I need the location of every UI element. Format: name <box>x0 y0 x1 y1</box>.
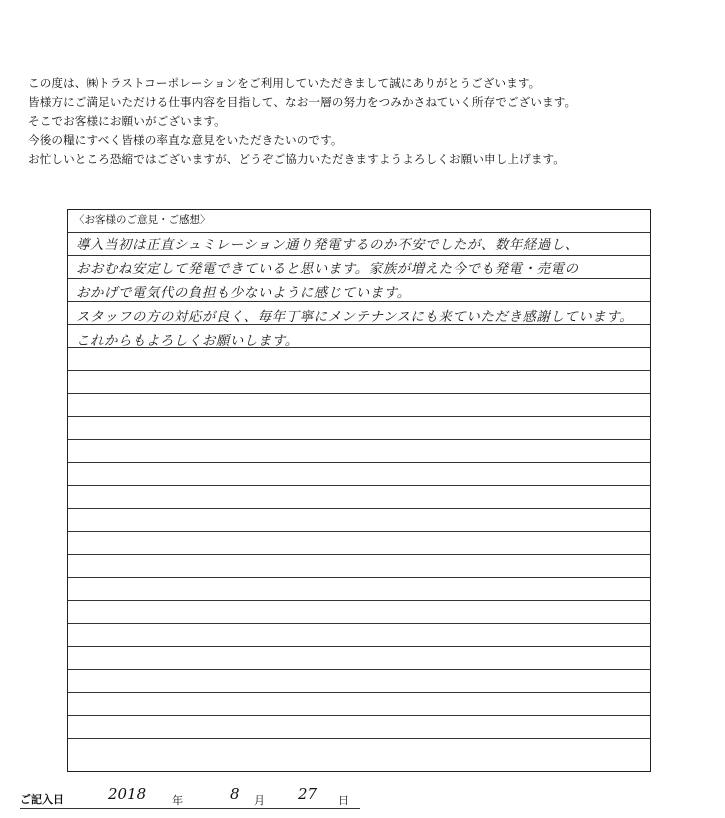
ruled-line <box>68 370 650 371</box>
entry-date-day-unit: 日 <box>338 794 349 807</box>
entry-date-month: 8 <box>230 785 240 803</box>
handwritten-comment-line-1: 導入当初は正直シュミレーション通り発電するのか不安でしたが、数年経過し、 <box>76 238 579 253</box>
handwritten-comment-line-2: おおむね安定して発電できていると思います。家族が増えた今でも発電・売電の <box>76 262 579 277</box>
ruled-line <box>68 554 650 555</box>
handwritten-comment-line-4: スタッフの方の対応が良く、毎年丁寧にメンテナンスにも来ていただき感謝しています。 <box>76 310 634 325</box>
intro-line-4: 今後の糧にすべく皆様の率直な意見をいただきたいのです。 <box>28 133 343 147</box>
entry-date-row <box>20 785 360 809</box>
ruled-line <box>68 439 650 440</box>
entry-date-year: 2018 <box>108 785 147 803</box>
handwritten-comment-line-5: これからもよろしくお願いします。 <box>76 334 299 349</box>
ruled-line <box>68 715 650 716</box>
entry-date-month-unit: 月 <box>254 794 265 807</box>
ruled-line <box>68 508 650 509</box>
ruled-line <box>68 600 650 601</box>
intro-paragraph <box>28 74 708 169</box>
ruled-line <box>68 393 650 394</box>
intro-line-1: この度は、㈱トラストコーポレーションをご利用していただきまして誠にありがとうございます。 <box>28 76 541 90</box>
entry-date-year-unit: 年 <box>172 794 183 807</box>
ruled-line <box>68 531 650 532</box>
ruled-line <box>68 669 650 670</box>
feedback-box-label: 〈お客様のご意見・ご感想〉 <box>74 214 211 226</box>
ruled-line <box>68 646 650 647</box>
ruled-line <box>68 738 650 739</box>
intro-line-2: 皆様方にご満足いただける仕事内容を目指して、なお一層の努力をつみかさねていく所存でございます。 <box>28 95 577 109</box>
ruled-line <box>68 692 650 693</box>
ruled-line <box>68 278 650 279</box>
intro-line-5: お忙しいところ恐縮ではございますが、どうぞご協力いただきますようよろしくお願い申し上げます。 <box>28 152 565 166</box>
ruled-line <box>68 232 650 233</box>
entry-date-day: 27 <box>298 785 318 803</box>
ruled-line <box>68 301 650 302</box>
entry-date-underline <box>20 808 360 809</box>
ruled-line <box>68 255 650 256</box>
feedback-box <box>67 209 651 772</box>
intro-line-3: そこでお客様にお願いがございます。 <box>28 114 226 128</box>
ruled-line <box>68 485 650 486</box>
ruled-line <box>68 416 650 417</box>
ruled-line <box>68 623 650 624</box>
ruled-line <box>68 577 650 578</box>
handwritten-comment-line-3: おかげで電気代の負担も少ないように感じています。 <box>76 286 411 301</box>
ruled-line <box>68 462 650 463</box>
entry-date-label: ご記入日 <box>20 793 64 806</box>
